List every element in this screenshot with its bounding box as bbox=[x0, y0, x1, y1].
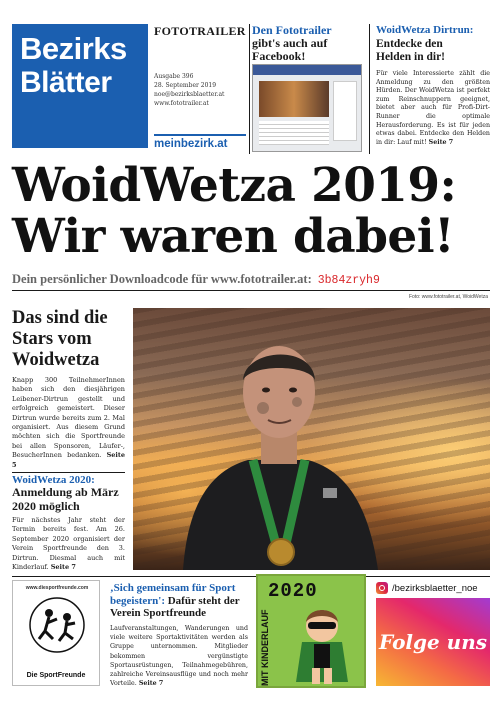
headline-line1: WoidWetza 2019: bbox=[12, 158, 457, 213]
sportfreunde-emblem bbox=[27, 595, 87, 655]
download-text: Dein persönlicher Downloadcode für www.fototrailer.at: bbox=[12, 272, 312, 286]
child-hero-illustration bbox=[292, 602, 352, 686]
issue-meta bbox=[154, 72, 224, 108]
divider bbox=[369, 24, 370, 154]
website-link[interactable]: www.fototrailer.at bbox=[154, 100, 209, 107]
logo-line1: Bezirks bbox=[20, 31, 127, 66]
page-ref: Seite 7 bbox=[138, 680, 164, 688]
download-code-line bbox=[12, 272, 380, 287]
masthead-info bbox=[154, 24, 246, 152]
page-ref: Seite 7 bbox=[50, 563, 76, 572]
instagram-gradient bbox=[376, 598, 490, 686]
issue-number: Ausgabe 396 bbox=[154, 73, 194, 80]
dirtrun-teaser bbox=[376, 24, 490, 156]
bezirksblaetter-logo bbox=[12, 24, 148, 148]
logo-line2: Blätter bbox=[20, 66, 112, 99]
dirtrun-kicker: WoidWetza Dirtrun: bbox=[376, 24, 474, 36]
facebook-screenshot bbox=[252, 64, 362, 152]
kinderlauf-badge bbox=[256, 574, 366, 688]
main-headline bbox=[12, 160, 490, 262]
sport-kicker: ‚Sich gemeinsam für Sport begeistern': bbox=[110, 582, 236, 607]
dirtrun-body: Für viele Interessierte zählt die Anmeldung zu den größten Hürden. Der WoidWetza ist perfekt zum Reinschnuppern geeignet, bietet aber auch für Profi-Dirt-Runner die optimale Herausforderung. Es ist für jeden etwas dabei. Entdecke den Helden in dir: Lauf mit! Seite 7 bbox=[376, 70, 490, 146]
fb-teaser-line2: gibt's auch auf bbox=[252, 36, 328, 50]
issue-date: 28. September 2019 bbox=[154, 82, 217, 89]
fb-teaser-line1: Den Fototrailer bbox=[252, 23, 332, 37]
stars-headline: Das sind die Stars vom Woidwetza bbox=[12, 308, 108, 370]
sportfreunde-logo bbox=[12, 580, 100, 686]
dirtrun-headline-1: Entdecke den bbox=[376, 38, 443, 50]
instagram-icon bbox=[376, 582, 388, 594]
instagram-header bbox=[376, 580, 490, 596]
photo-credit: Foto: www.fototrailer.at, WoidWetza bbox=[408, 294, 488, 300]
meinbezirk-link[interactable]: meinbezirk.at bbox=[154, 134, 246, 150]
divider bbox=[12, 576, 490, 577]
page-ref: Seite 5 bbox=[12, 451, 125, 469]
download-code[interactable]: 3b84zryh9 bbox=[317, 274, 380, 287]
contact-email[interactable]: noe@bezirksblaetter.at bbox=[154, 91, 225, 98]
sportfreunde-name: Die SportFreunde bbox=[26, 672, 86, 679]
stars-body: Knapp 300 TeilnehmerInnen haben sich den diesjährigen Leibener-Dirtrun gestellt und erfolgreich gemeistert. Dieser Dirtrun wurde bereits zum 2. Mal organisiert. Aus diesem Grund möchten sich die Sportfreunde bei allen Sponsoren, Läufer-, BesucherInnen bedanken. Seite 5 bbox=[12, 376, 125, 469]
kinderlauf-label: MIT KINDERLAUF bbox=[260, 609, 270, 686]
page-ref: Seite 7 bbox=[428, 138, 454, 146]
sportfreunde-url: www.diesportfreunde.com bbox=[25, 585, 89, 591]
registration-headline: Anmeldung ab März 2020 möglich bbox=[12, 485, 119, 513]
fb-teaser-line3: Facebook! bbox=[252, 49, 306, 63]
instagram-slogan: Folge uns bbox=[378, 630, 488, 654]
divider bbox=[12, 472, 125, 473]
sport-body: Laufveranstaltungen, Wanderungen und viele weitere Sportaktivitäten werden als Gruppe unternommen. Mitglieder bekommen vergünstigte Sportausrüstungen, Teilnahmegebühren, zahlreiche Vereinsausflüge und noch mehr Vorteile. Seite 7 bbox=[110, 625, 248, 688]
registration-body: Für nächstes Jahr steht der Termin bereits fest. Am 26. September 2020 organisiert der Verein Sportfreunde den 3. Dirtrun. Diesmal auch mit Kinderlauf. Seite 7 bbox=[12, 516, 125, 572]
facebook-teaser[interactable] bbox=[252, 24, 364, 154]
sport-headline bbox=[110, 582, 250, 620]
instagram-handle: /bezirksblaetter_noe bbox=[392, 582, 478, 594]
divider bbox=[12, 290, 490, 291]
headline-line2: Wir waren dabei! bbox=[12, 209, 455, 264]
runner-photo bbox=[133, 308, 490, 570]
divider bbox=[249, 24, 250, 154]
runner-figure bbox=[173, 320, 383, 570]
sport-title: Dafür steht der Verein Sportfreunde bbox=[110, 594, 240, 619]
registration-kicker: WoidWetza 2020: bbox=[12, 474, 95, 486]
dirtrun-headline-2: Helden in dir! bbox=[376, 51, 446, 63]
section-title: FOTOTRAILER bbox=[154, 24, 246, 38]
instagram-promo[interactable] bbox=[376, 580, 490, 686]
kinderlauf-year: 2020 bbox=[268, 580, 318, 602]
